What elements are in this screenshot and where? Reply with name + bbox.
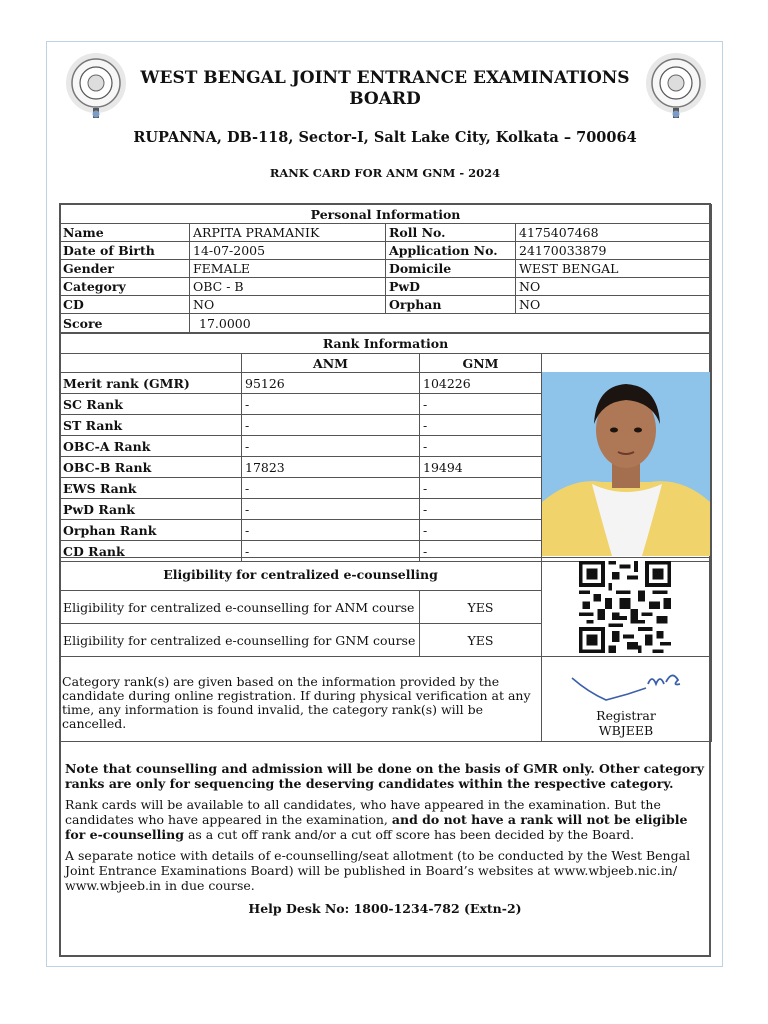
rank-label: CD Rank [60,541,242,562]
board-seal-icon [63,53,129,119]
gnm-rank: - [420,520,542,541]
gnm-rank: - [420,394,542,415]
notes-section [65,761,705,916]
dob-label: Date of Birth [60,242,190,260]
board-seal-icon [643,53,709,119]
dob-value: 14-07-2005 [190,242,386,260]
gnm-rank: 19494 [420,457,542,478]
anm-rank: - [242,415,420,436]
gnm-rank: - [420,499,542,520]
rank-label: SC Rank [60,394,242,415]
gender-value: FEMALE [190,260,386,278]
rank-card-note-end: as a cut off rank and/or a cut off score has been decided by the Board. [183,827,635,842]
rank-info-heading: Rank Information [60,334,712,354]
category-label: Category [60,278,190,296]
anm-rank: - [242,478,420,499]
photo-header-blank [542,354,712,373]
anm-rank: 95126 [242,373,420,394]
anm-rank: - [242,541,420,562]
orphan-value: NO [516,296,712,314]
score-value: 17.0000 [190,314,712,333]
rank-label: OBC-A Rank [60,436,242,457]
gnm-rank: 104226 [420,373,542,394]
anm-rank: - [242,436,420,457]
registrar-title: Registrar [596,708,656,723]
category-value: OBC - B [190,278,386,296]
rank-label: Orphan Rank [60,520,242,541]
domicile-value: WEST BENGAL [516,260,712,278]
registrar-org: WBJEEB [598,723,654,738]
gnm-rank: - [420,436,542,457]
rank-header-blank [60,354,242,373]
roll-no-value: 4175407468 [516,224,712,242]
score-label: Score [60,314,190,333]
gmr-note: Note that counselling and admission will be done on the basis of GMR only. Other category ranks are only for sequencing the deserving candidates within the respective category. [65,761,705,791]
counselling-notice: A separate notice with details of e-counselling/seat allotment (to be conducted by the West Bengal Joint Entrance Examinations Board) will be published in Board’s websites at www.wbjeeb.nic.in/ www.wbjeeb.in in due course. [65,848,691,893]
anm-column-header: ANM [242,354,420,373]
anm-rank: - [242,499,420,520]
board-address: RUPANNA, DB-118, Sector-I, Salt Lake City, Kolkata – 700064 [133,129,637,146]
roll-no-label: Roll No. [386,224,516,242]
anm-eligibility-value: YES [420,591,542,624]
gnm-eligibility-value: YES [420,624,542,657]
rank-card-note-start: Rank cards will be available to all candidates, who have appeared in the examination. But the candidates who have appeared in the examination, [65,797,661,827]
name-label: Name [60,224,190,242]
anm-rank: 17823 [242,457,420,478]
pwd-label: PwD [386,278,516,296]
eligibility-heading: Eligibility for centralized e-counselling [60,558,542,591]
rank-card-note [65,797,705,842]
gnm-rank: - [420,415,542,436]
personal-info-table [59,204,712,333]
gnm-rank: - [420,478,542,499]
category-note: Category rank(s) are given based on the information provided by the candidate during online registration. If during physical verification at any time, any information is found invalid, the category rank(s) will be cancelled. [62,674,531,731]
registrar-label [560,708,692,738]
orphan-label: Orphan [386,296,516,314]
helpdesk-number: Help Desk No: 1800-1234-782 (Extn-2) [248,901,522,916]
pwd-value: NO [516,278,712,296]
gnm-eligibility-label: Eligibility for centralized e-counselling for GNM course [60,624,420,657]
cd-value: NO [190,296,386,314]
application-no-label: Application No. [386,242,516,260]
qr-code [575,561,675,653]
anm-rank: - [242,520,420,541]
domicile-label: Domicile [386,260,516,278]
application-no-value: 24170033879 [516,242,712,260]
gender-label: Gender [60,260,190,278]
personal-info-heading: Personal Information [60,205,712,224]
rank-label: PwD Rank [60,499,242,520]
rank-label: OBC-B Rank [60,457,242,478]
rank-label: EWS Rank [60,478,242,499]
registrar-signature [568,664,692,708]
gnm-column-header: GNM [420,354,542,373]
rank-label: ST Rank [60,415,242,436]
gnm-rank: - [420,541,542,562]
cd-label: CD [60,296,190,314]
rank-card-title: RANK CARD FOR ANM GNM - 2024 [269,166,501,180]
board-title: WEST BENGAL JOINT ENTRANCE EXAMINATIONS BOARD [140,68,630,109]
rank-card-note-bold: and do not have a rank will not be eligible for e-counselling [65,812,688,842]
anm-eligibility-label: Eligibility for centralized e-counselling for ANM course [60,591,420,624]
rank-label: Merit rank (GMR) [60,373,242,394]
candidate-photo [542,372,710,556]
name-value: ARPITA PRAMANIK [190,224,386,242]
anm-rank: - [242,394,420,415]
